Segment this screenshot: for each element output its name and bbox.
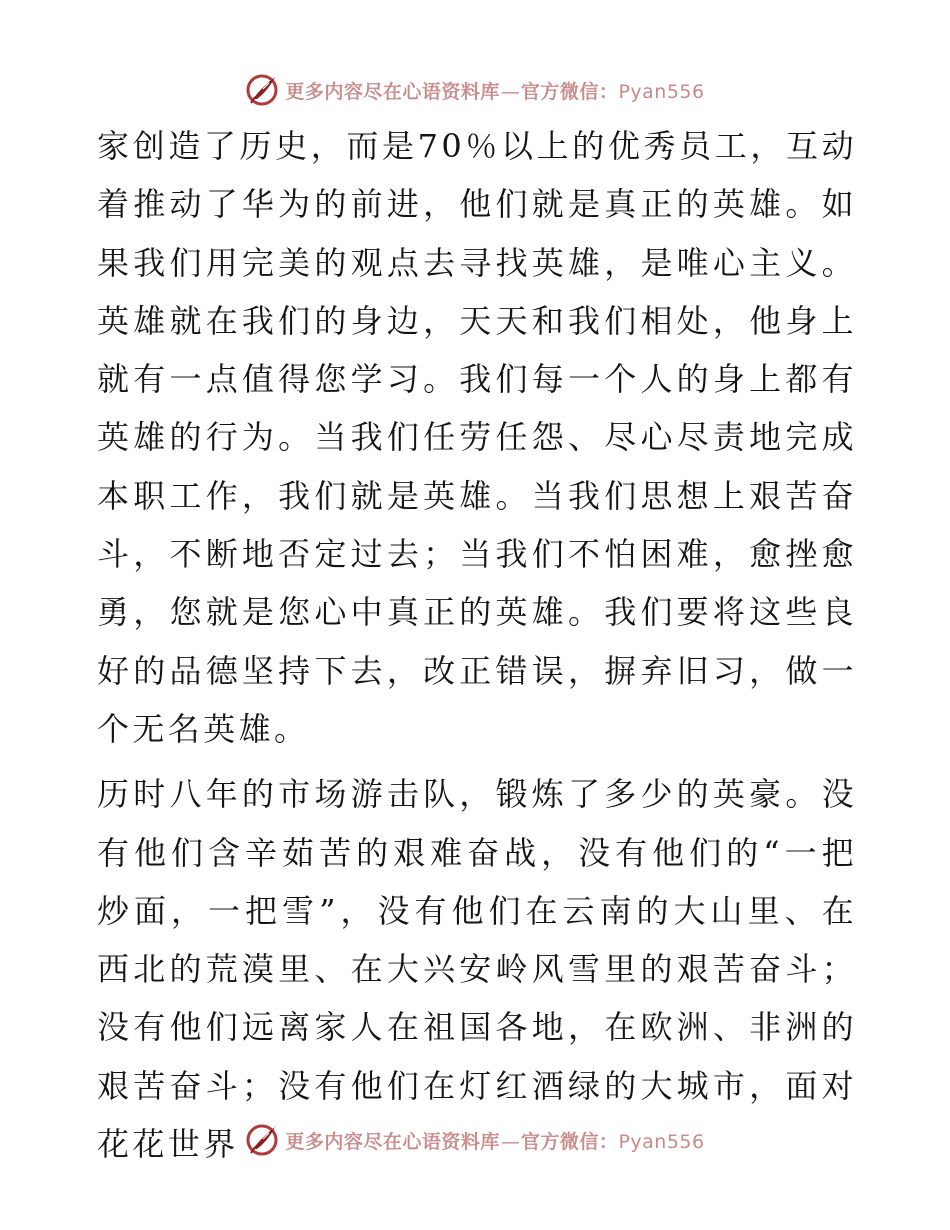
footer-site-name: 更多内容尽在心语资料库	[285, 1130, 500, 1153]
header-wechat-label: 官方微信：	[520, 80, 619, 103]
header-banner	[0, 72, 950, 108]
quill-pen-logo-icon	[245, 1123, 279, 1157]
footer-wechat-label: 官方微信：	[520, 1130, 619, 1153]
paragraph-1: 家创造了历史，而是70％以上的优秀员工，互动着推动了华为的前进，他们就是真正的英雄。如果我们用完美的观点去寻找英雄，是唯心主义。英雄就在我们的身边，天天和我们相处，他身上就有一点值得您学习。我们每一个人的身上都有英雄的行为。当我们任劳任怨、尽心尽责地完成本职工作，我们就是英雄。当我们思想上艰苦奋斗，不断地否定过去；当我们不怕困难，愈挫愈勇，您就是您心中真正的英雄。我们要将这些良好的品德坚持下去，改正错误，摒弃旧习，做一个无名英雄。	[97, 127, 857, 748]
footer-banner	[0, 1122, 950, 1158]
footer-text	[285, 1127, 704, 1154]
document-body	[97, 117, 857, 1173]
header-site-name: 更多内容尽在心语资料库	[285, 80, 500, 103]
quill-pen-logo-icon	[245, 73, 279, 107]
footer-dash: —	[500, 1130, 518, 1153]
footer-wechat-id: Pyan556	[618, 1130, 705, 1153]
paragraph-2: 历时八年的市场游击队，锻炼了多少的英豪。没有他们含辛茹苦的艰难奋战，没有他们的“一把炒面，一把雪”，没有他们在云南的大山里、在西北的荒漠里、在大兴安岭风雪里的艰苦奋斗；没有他们远离家人在祖国各地，在欧洲、非洲的艰苦奋斗；没有他们在灯红酒绿的大城市，面对花花世界	[97, 775, 857, 1164]
header-dash: —	[500, 80, 518, 103]
header-text	[285, 77, 704, 104]
header-wechat-id: Pyan556	[618, 80, 705, 103]
